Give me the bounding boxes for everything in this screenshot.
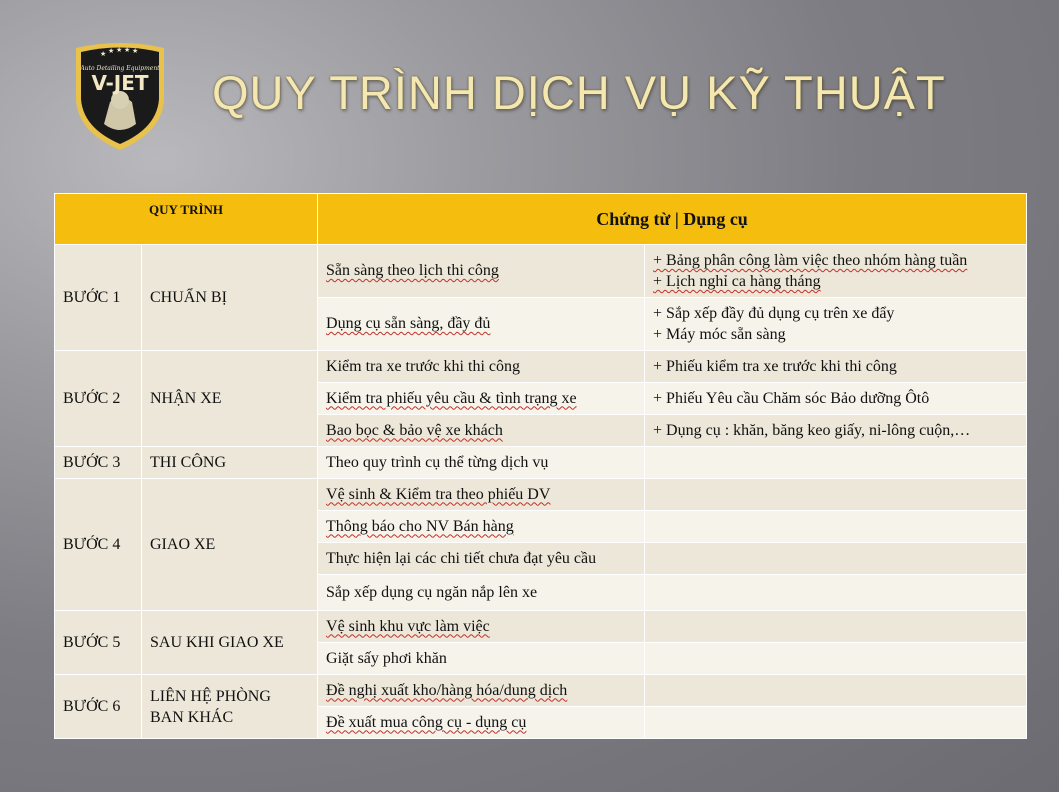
task-cell <box>318 675 645 707</box>
step-name-line: LIÊN HỆ PHÒNG <box>150 687 271 705</box>
document-item: + Phiếu Yêu cầu Chăm sóc Bảo dưỡng Ôtô <box>653 390 930 407</box>
documents-cell <box>645 245 1027 298</box>
documents-cell <box>645 707 1027 739</box>
task-text: Giặt sấy phơi khăn <box>326 649 447 667</box>
step-name-line: GIAO XE <box>150 536 216 553</box>
table-row <box>55 245 1027 298</box>
step-number: BƯỚC 1 <box>55 245 142 351</box>
svg-text:★: ★ <box>116 46 123 54</box>
task-text: Đề nghị xuất kho/hàng hóa/dung dịch <box>326 681 568 699</box>
documents-cell <box>645 351 1027 383</box>
step-name <box>142 675 318 739</box>
step-name-line: THI CÔNG <box>150 454 226 471</box>
task-text: Vệ sinh & Kiểm tra theo phiếu DV <box>326 485 551 503</box>
v-jet-logo <box>70 40 170 152</box>
step-number: BƯỚC 2 <box>55 351 142 447</box>
documents-cell <box>645 447 1027 479</box>
document-item: + Dụng cụ : khăn, băng keo giấy, ni-lông cuộn,… <box>653 422 971 439</box>
table-row <box>55 351 1027 383</box>
step-name <box>142 611 318 675</box>
table-body <box>55 245 1027 739</box>
step-name-line: BAN KHÁC <box>150 708 234 726</box>
task-text: Sẵn sàng theo lịch thi công <box>326 262 499 279</box>
svg-text:★: ★ <box>132 47 139 55</box>
step-number: BƯỚC 3 <box>55 447 142 479</box>
documents-cell <box>645 298 1027 351</box>
task-text: Sắp xếp dụng cụ ngăn nắp lên xe <box>326 583 538 601</box>
task-text: Theo quy trình cụ thể từng dịch vụ <box>326 453 549 471</box>
task-text: Vệ sinh khu vực làm việc <box>326 617 490 635</box>
step-name <box>142 447 318 479</box>
task-cell <box>318 415 645 447</box>
step-name-line: SAU KHI GIAO XE <box>150 634 284 651</box>
document-item: + Bảng phân công làm việc theo nhóm hàng tuần <box>653 252 968 269</box>
documents-cell <box>645 611 1027 643</box>
task-cell <box>318 575 645 611</box>
task-text: Đề xuất mua công cụ - dụng cụ <box>326 713 527 731</box>
step-number: BƯỚC 4 <box>55 479 142 611</box>
task-cell <box>318 447 645 479</box>
task-cell <box>318 245 645 298</box>
documents-cell <box>645 511 1027 543</box>
table-header-row <box>55 194 1027 245</box>
task-cell <box>318 707 645 739</box>
logo-brand-text: V-JET <box>91 71 149 95</box>
svg-text:★: ★ <box>124 46 131 54</box>
documents-cell <box>645 415 1027 447</box>
logo-tagline: Auto Detailing Equipment <box>80 65 160 72</box>
header-process: QUY TRÌNH <box>55 194 318 245</box>
step-name <box>142 351 318 447</box>
documents-cell <box>645 643 1027 675</box>
task-cell <box>318 643 645 675</box>
document-item: + Sắp xếp đầy đủ dụng cụ trên xe đẩy <box>653 305 895 322</box>
document-item: + Lịch nghỉ ca hàng tháng <box>653 273 821 290</box>
task-cell <box>318 543 645 575</box>
step-name <box>142 479 318 611</box>
task-text: Kiểm tra xe trước khi thi công <box>326 357 520 375</box>
svg-text:★: ★ <box>100 50 107 58</box>
documents-cell <box>645 383 1027 415</box>
task-cell <box>318 611 645 643</box>
step-name <box>142 245 318 351</box>
documents-cell <box>645 575 1027 611</box>
task-text: Thông báo cho NV Bán hàng <box>326 517 514 535</box>
task-cell <box>318 298 645 351</box>
task-cell <box>318 479 645 511</box>
svg-text:★: ★ <box>108 47 115 55</box>
header-documents: Chứng từ | Dụng cụ <box>318 194 1027 245</box>
task-text: Dụng cụ sẵn sàng, đầy đủ <box>326 315 491 332</box>
task-cell <box>318 511 645 543</box>
table-row <box>55 479 1027 511</box>
step-number: BƯỚC 6 <box>55 675 142 739</box>
document-item: + Máy móc sẵn sàng <box>653 326 786 343</box>
process-table <box>54 193 1027 739</box>
step-name-line: NHẬN XE <box>150 390 222 407</box>
task-cell <box>318 351 645 383</box>
documents-cell <box>645 543 1027 575</box>
step-name-line: CHUẨN BỊ <box>150 289 227 306</box>
table-row <box>55 611 1027 643</box>
task-cell <box>318 383 645 415</box>
documents-cell <box>645 675 1027 707</box>
table-row <box>55 447 1027 479</box>
page-title: QUY TRÌNH DỊCH VỤ KỸ THUẬT <box>212 66 946 119</box>
task-text: Thực hiện lại các chi tiết chưa đạt yêu cầu <box>326 549 597 567</box>
task-text: Kiểm tra phiếu yêu cầu & tình trạng xe <box>326 389 577 407</box>
step-number: BƯỚC 5 <box>55 611 142 675</box>
table-row <box>55 675 1027 707</box>
documents-cell <box>645 479 1027 511</box>
task-text: Bao bọc & bảo vệ xe khách <box>326 421 503 439</box>
document-item: + Phiếu kiểm tra xe trước khi thi công <box>653 358 897 375</box>
